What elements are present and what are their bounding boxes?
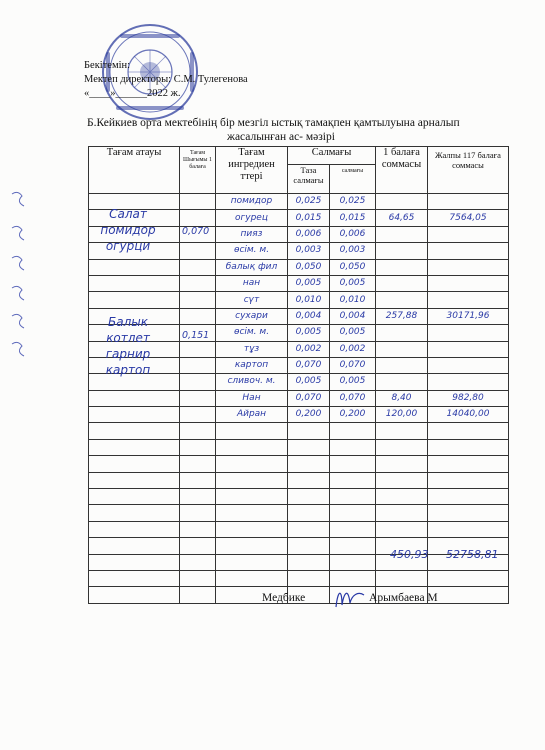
gross-weight-cell: 0,050 <box>330 259 376 275</box>
header-weight: Салмағы <box>288 147 376 165</box>
gross-weight-cell <box>330 554 376 570</box>
portion-cell <box>180 456 216 472</box>
per-child-cell <box>376 423 428 439</box>
table-row <box>89 489 509 505</box>
portion-cell <box>180 554 216 570</box>
signature-name: Арымбаева М <box>369 592 438 604</box>
table-row <box>89 521 509 537</box>
per-child-cell <box>376 439 428 455</box>
portion-cell <box>180 587 216 603</box>
per-child-cell <box>376 456 428 472</box>
header-gross-weight: салмағы <box>330 165 376 194</box>
ingredient-cell <box>216 456 288 472</box>
per-child-cell <box>376 292 428 308</box>
per-child-cell <box>376 226 428 242</box>
gross-weight-cell <box>330 472 376 488</box>
total-cell <box>428 275 509 291</box>
portion-cell <box>180 243 216 259</box>
title-line-1: Б.Кейкиев орта мектебінің бір мезгіл ыстық тамақпен қамтылуына арналып <box>87 117 460 129</box>
total-cell <box>428 226 509 242</box>
gross-weight-cell: 0,200 <box>330 407 376 423</box>
handwritten-signature <box>330 585 370 611</box>
total-cell <box>428 587 509 603</box>
gross-weight-cell <box>330 505 376 521</box>
net-weight-cell <box>288 554 330 570</box>
net-weight-cell <box>288 538 330 554</box>
portion-cell <box>180 374 216 390</box>
table-row <box>89 390 509 406</box>
per-child-cell <box>376 472 428 488</box>
ingredient-cell: тұз <box>216 341 288 357</box>
net-weight-cell: 0,005 <box>288 325 330 341</box>
per-child-cell: 64,65 <box>376 210 428 226</box>
document-title <box>87 116 507 144</box>
net-weight-cell <box>288 570 330 586</box>
ingredient-cell <box>216 489 288 505</box>
director-line: Мектеп директоры: С.М. Тулегенова <box>84 74 248 85</box>
portion-cell <box>180 357 216 373</box>
ingredient-cell: помидор <box>216 194 288 210</box>
dish-cell <box>89 505 180 521</box>
per-child-cell <box>376 521 428 537</box>
dish-cell <box>89 538 180 554</box>
ingredient-cell <box>216 538 288 554</box>
dish-cell <box>89 423 180 439</box>
table-row <box>89 259 509 275</box>
per-child-cell <box>376 341 428 357</box>
per-child-cell <box>376 275 428 291</box>
total-cell: 14040,00 <box>428 407 509 423</box>
table-row <box>89 439 509 455</box>
gross-weight-cell: 0,010 <box>330 292 376 308</box>
dish-cell <box>89 259 180 275</box>
portion-cell <box>180 472 216 488</box>
gross-weight-cell: 0,004 <box>330 308 376 324</box>
net-weight-cell: 0,050 <box>288 259 330 275</box>
ingredient-cell <box>216 505 288 521</box>
portion-cell <box>180 341 216 357</box>
per-child-cell <box>376 325 428 341</box>
portion-cell <box>180 489 216 505</box>
net-weight-cell: 0,070 <box>288 390 330 406</box>
gross-weight-cell: 0,015 <box>330 210 376 226</box>
dish-cell <box>89 587 180 603</box>
net-weight-cell: 0,003 <box>288 243 330 259</box>
total-cell <box>428 439 509 455</box>
portion-cell <box>180 210 216 226</box>
net-weight-cell <box>288 521 330 537</box>
portion-cell <box>180 308 216 324</box>
total-cell <box>428 243 509 259</box>
dish-name-2: Балык котлет гарнир картоп <box>105 315 151 377</box>
table-row <box>89 407 509 423</box>
total-per-child: 450,93 <box>390 548 429 561</box>
ingredient-cell: өсім. м. <box>216 325 288 341</box>
table-row <box>89 472 509 488</box>
total-cell <box>428 570 509 586</box>
gross-weight-cell: 0,005 <box>330 275 376 291</box>
portion-cell <box>180 275 216 291</box>
per-child-cell: 8,40 <box>376 390 428 406</box>
dish-cell <box>89 456 180 472</box>
table-row <box>89 292 509 308</box>
net-weight-cell: 0,200 <box>288 407 330 423</box>
net-weight-cell: 0,005 <box>288 374 330 390</box>
dish-cell <box>89 570 180 586</box>
net-weight-cell <box>288 505 330 521</box>
dish-portion-2: 0,151 <box>182 330 210 341</box>
gross-weight-cell <box>330 456 376 472</box>
table-row <box>89 456 509 472</box>
portion-cell <box>180 407 216 423</box>
net-weight-cell: 0,010 <box>288 292 330 308</box>
ingredient-cell <box>216 554 288 570</box>
net-weight-cell <box>288 472 330 488</box>
header-total: Жалпы 117 балаға соммасы <box>428 147 509 194</box>
ingredient-cell: пияз <box>216 226 288 242</box>
ingredient-cell <box>216 570 288 586</box>
ingredient-cell: сливоч. м. <box>216 374 288 390</box>
signature-role: Медбике <box>262 592 306 604</box>
dish-name-1: Салат помидор огурци <box>100 207 156 253</box>
gross-weight-cell: 0,070 <box>330 357 376 373</box>
margin-scribbles <box>8 188 28 358</box>
ingredient-cell <box>216 521 288 537</box>
gross-weight-cell <box>330 439 376 455</box>
ingredient-cell <box>216 439 288 455</box>
net-weight-cell: 0,015 <box>288 210 330 226</box>
total-cell <box>428 341 509 357</box>
header-dish-name: Тағам атауы <box>89 147 180 194</box>
table-row <box>89 570 509 586</box>
total-cell <box>428 423 509 439</box>
net-weight-cell: 0,005 <box>288 275 330 291</box>
ingredient-cell: нан <box>216 275 288 291</box>
total-sum: 52758,81 <box>446 548 499 561</box>
header-per-child: 1 балаға соммасы <box>376 147 428 194</box>
total-cell <box>428 357 509 373</box>
per-child-cell <box>376 505 428 521</box>
net-weight-cell <box>288 423 330 439</box>
total-cell: 982,80 <box>428 390 509 406</box>
title-line-2: жасалынған ас- мәзірі <box>227 131 335 143</box>
total-cell: 7564,05 <box>428 210 509 226</box>
gross-weight-cell: 0,070 <box>330 390 376 406</box>
total-cell <box>428 259 509 275</box>
total-cell <box>428 292 509 308</box>
gross-weight-cell <box>330 489 376 505</box>
portion-cell <box>180 259 216 275</box>
total-cell <box>428 472 509 488</box>
portion-cell <box>180 390 216 406</box>
menu-rows <box>89 194 509 604</box>
dish-cell <box>89 521 180 537</box>
dish-cell <box>89 439 180 455</box>
portion-cell <box>180 439 216 455</box>
total-cell <box>428 489 509 505</box>
dish-cell <box>89 275 180 291</box>
gross-weight-cell: 0,025 <box>330 194 376 210</box>
net-weight-cell <box>288 456 330 472</box>
header-portion: Тағам Шығымы 1 балаға <box>180 147 216 194</box>
table-row <box>89 423 509 439</box>
total-cell: 30171,96 <box>428 308 509 324</box>
net-weight-cell: 0,002 <box>288 341 330 357</box>
per-child-cell <box>376 194 428 210</box>
per-child-cell <box>376 489 428 505</box>
net-weight-cell <box>288 439 330 455</box>
portion-cell <box>180 538 216 554</box>
dish-portion-1: 0,070 <box>182 226 210 237</box>
net-weight-cell: 0,025 <box>288 194 330 210</box>
gross-weight-cell <box>330 423 376 439</box>
per-child-cell: 120,00 <box>376 407 428 423</box>
per-child-cell <box>376 357 428 373</box>
per-child-cell <box>376 374 428 390</box>
net-weight-cell: 0,004 <box>288 308 330 324</box>
gross-weight-cell <box>330 538 376 554</box>
ingredient-cell <box>216 472 288 488</box>
approval-block <box>84 59 248 101</box>
total-cell <box>428 521 509 537</box>
portion-cell <box>180 292 216 308</box>
dish-cell <box>89 489 180 505</box>
dish-cell <box>89 292 180 308</box>
per-child-cell: 257,88 <box>376 308 428 324</box>
dish-cell <box>89 472 180 488</box>
net-weight-cell <box>288 489 330 505</box>
ingredient-cell: Нан <box>216 390 288 406</box>
approved-label: Бекітемін: <box>84 60 131 71</box>
gross-weight-cell <box>330 521 376 537</box>
header-ingredients: Тағам ингредиен ттері <box>216 147 288 194</box>
total-cell <box>428 194 509 210</box>
ingredient-cell: Айран <box>216 407 288 423</box>
ingredient-cell: картоп <box>216 357 288 373</box>
ingredient-cell: өсім. м. <box>216 243 288 259</box>
portion-cell <box>180 521 216 537</box>
gross-weight-cell: 0,005 <box>330 374 376 390</box>
table-row <box>89 505 509 521</box>
net-weight-cell: 0,006 <box>288 226 330 242</box>
total-cell <box>428 374 509 390</box>
dish-cell <box>89 554 180 570</box>
gross-weight-cell: 0,005 <box>330 325 376 341</box>
approval-date: «____»______2022 ж. <box>84 88 181 99</box>
portion-cell <box>180 423 216 439</box>
gross-weight-cell: 0,006 <box>330 226 376 242</box>
gross-weight-cell: 0,003 <box>330 243 376 259</box>
dish-cell <box>89 390 180 406</box>
per-child-cell <box>376 243 428 259</box>
table-row <box>89 275 509 291</box>
total-cell <box>428 456 509 472</box>
ingredient-cell: сүт <box>216 292 288 308</box>
ingredient-cell: балық фил <box>216 259 288 275</box>
total-cell <box>428 505 509 521</box>
dish-cell <box>89 407 180 423</box>
total-cell <box>428 325 509 341</box>
ingredient-cell: огурец <box>216 210 288 226</box>
header-net-weight: Таза салмағы <box>288 165 330 194</box>
portion-cell <box>180 194 216 210</box>
net-weight-cell: 0,070 <box>288 357 330 373</box>
ingredient-cell: сухари <box>216 308 288 324</box>
per-child-cell <box>376 570 428 586</box>
ingredient-cell <box>216 423 288 439</box>
portion-cell <box>180 570 216 586</box>
per-child-cell <box>376 259 428 275</box>
portion-cell <box>180 505 216 521</box>
gross-weight-cell: 0,002 <box>330 341 376 357</box>
